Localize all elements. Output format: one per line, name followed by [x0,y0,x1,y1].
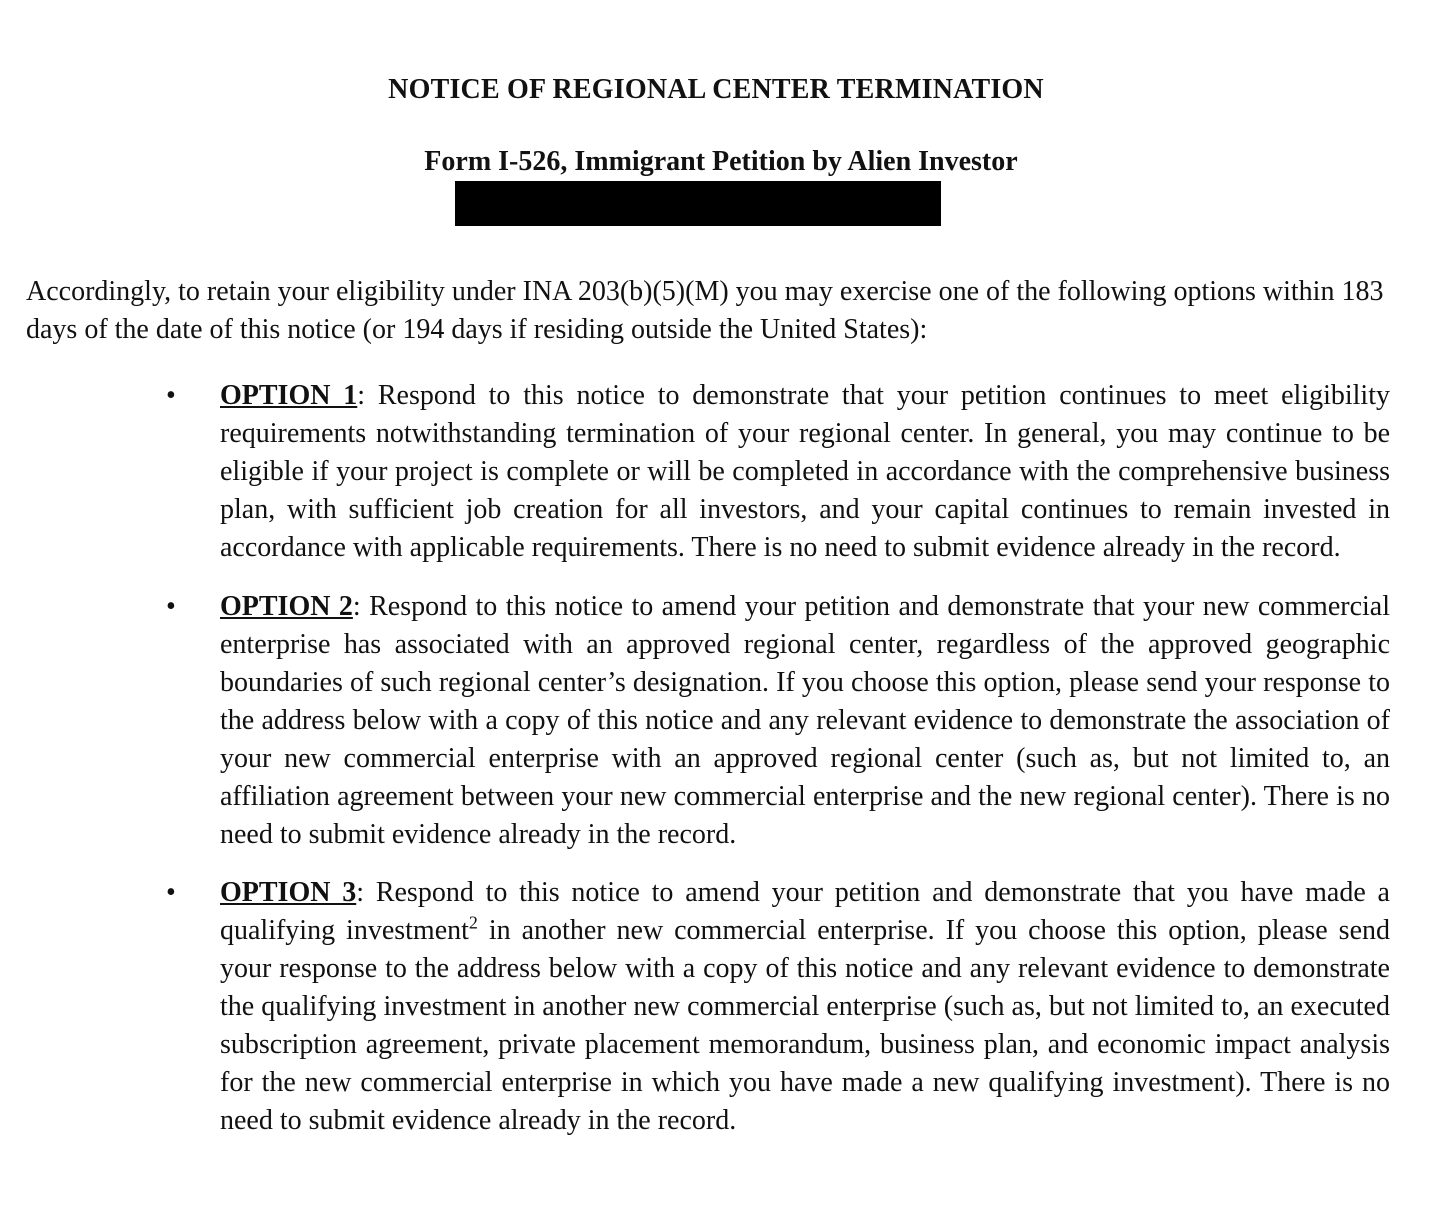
option-3-text-before: Respond to this notice to amend your petition and demonstrate that you have made a qualifying investment [220,877,1390,946]
option-3-label: OPTION 3 [220,877,357,908]
option-3-text-after: in another new commercial enterprise. If you choose this option, please send your response to the address below with a copy of this notice and any relevant evidence to demonstrate the qualifying investment in another new commercial enterprise (such as, but not limited to, an executed subscription agreement, private placement memorandum, business plan, and economic impact analysis for the new commercial enterprise in which you have made a new qualifying investment). There is no need to submit evidence already in the record. [220,915,1390,1136]
option-1-text: Respond to this notice to demonstrate that your petition continues to meet eligibility requirements notwithstanding termination of your regional center. In general, you may continue to be eligible if your project is complete or will be completed in accordance with the comprehensive business plan, with sufficient job creation for all investors, and your capital continues to remain invested in accordance with applicable requirements. There is no need to submit evidence already in the record. [220,380,1390,563]
option-2-text: Respond to this notice to amend your petition and demonstrate that your new commercial enterprise has associated with an approved regional center, regardless of the approved geographic boundaries of such regional center’s designation. If you choose this option, please send your response to the address below with a copy of this notice and any relevant evidence to demonstrate the association of your new commercial enterprise with an approved regional center (such as, but not limited to, an affiliation agreement between your new commercial enterprise and the new regional center). There is no need to submit evidence already in the record. [220,591,1390,850]
document-subtitle: Form I-526, Immigrant Petition by Alien Investor [424,146,1018,177]
option-1 [220,377,1390,567]
bullet-icon: • [166,877,176,908]
option-3-colon: : [356,877,365,908]
footnote-reference[interactable]: 2 [468,912,478,933]
option-2 [220,588,1390,854]
bullet-icon: • [166,591,176,622]
option-2-label: OPTION 2 [220,591,353,622]
redaction-block [455,181,941,226]
document-title: NOTICE OF REGIONAL CENTER TERMINATION [388,74,1044,105]
intro-paragraph: Accordingly, to retain your eligibility under INA 203(b)(5)(M) you may exercise one of the following options within 183 days of the date of this notice (or 194 days if residing outside the United States): [26,276,1384,345]
bullet-icon: • [166,380,176,411]
option-3 [220,874,1390,1140]
option-2-colon: : [352,591,361,622]
option-1-label: OPTION 1 [220,380,358,411]
option-1-colon: : [357,380,366,411]
